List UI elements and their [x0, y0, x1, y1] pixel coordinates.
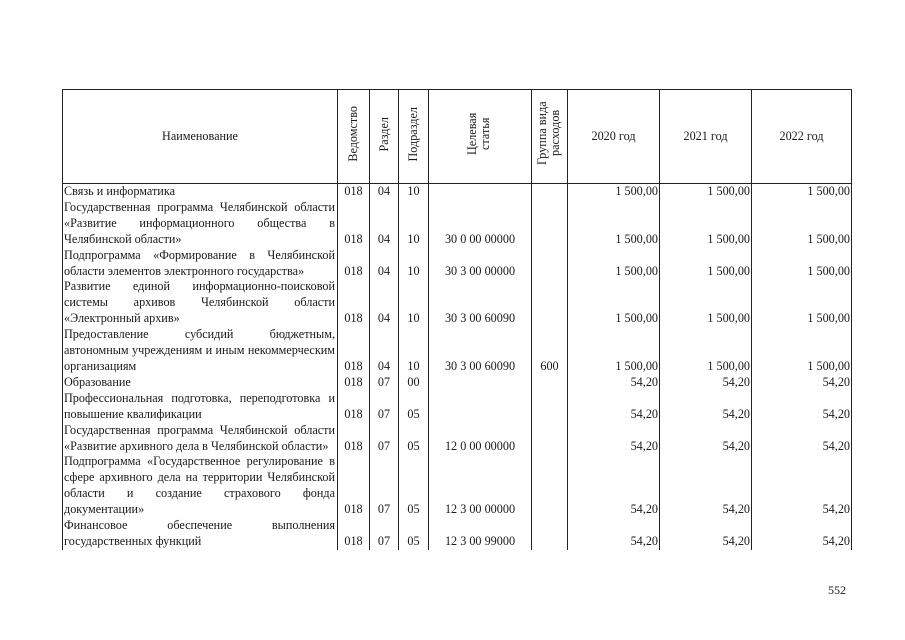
row-section: 07 — [370, 391, 399, 423]
row-expense-group — [532, 423, 568, 455]
row-target-article: 12 0 00 00000 — [429, 423, 532, 455]
row-subsection: 10 — [399, 327, 429, 375]
table-row — [63, 375, 852, 391]
row-value-2020: 1 500,00 — [568, 184, 660, 200]
row-subsection: 05 — [399, 518, 429, 550]
row-section: 07 — [370, 518, 399, 550]
row-target-article — [429, 375, 532, 391]
row-value-2021: 1 500,00 — [660, 279, 752, 327]
row-target-article: 30 3 00 00000 — [429, 248, 532, 280]
row-value-2021: 1 500,00 — [660, 184, 752, 200]
row-value-2020: 1 500,00 — [568, 200, 660, 248]
row-name: Государственная программа Челябинской области «Развитие архивного дела в Челябинской области» — [63, 423, 338, 455]
row-name: Финансовое обеспечение выполнения государственных функций — [63, 518, 338, 550]
table-row — [63, 518, 852, 550]
row-value-2022: 1 500,00 — [752, 200, 852, 248]
row-value-2022: 54,20 — [752, 454, 852, 518]
row-department: 018 — [338, 327, 370, 375]
row-section: 04 — [370, 327, 399, 375]
table-row — [63, 248, 852, 280]
row-section: 07 — [370, 454, 399, 518]
row-value-2022: 54,20 — [752, 423, 852, 455]
row-value-2022: 54,20 — [752, 518, 852, 550]
row-name: Подпрограмма «Формирование в Челябинской области элементов электронного государства» — [63, 248, 338, 280]
row-department: 018 — [338, 184, 370, 200]
row-department: 018 — [338, 375, 370, 391]
row-value-2021: 54,20 — [660, 423, 752, 455]
header-section: Раздел — [370, 90, 399, 184]
row-expense-group: 600 — [532, 327, 568, 375]
row-value-2021: 54,20 — [660, 454, 752, 518]
row-department: 018 — [338, 248, 370, 280]
row-department: 018 — [338, 518, 370, 550]
row-expense-group — [532, 184, 568, 200]
row-section: 04 — [370, 200, 399, 248]
row-expense-group — [532, 248, 568, 280]
row-value-2021: 54,20 — [660, 375, 752, 391]
row-department: 018 — [338, 200, 370, 248]
row-subsection: 10 — [399, 279, 429, 327]
row-subsection: 10 — [399, 184, 429, 200]
row-section: 04 — [370, 248, 399, 280]
header-department: Ведомство — [338, 90, 370, 184]
row-expense-group — [532, 454, 568, 518]
header-expense-group: Группа вида расходов — [532, 90, 568, 184]
row-value-2022: 1 500,00 — [752, 327, 852, 375]
table-row — [63, 327, 852, 375]
row-department: 018 — [338, 391, 370, 423]
table-row — [63, 454, 852, 518]
row-section: 07 — [370, 423, 399, 455]
row-subsection: 05 — [399, 454, 429, 518]
table-header-row — [63, 90, 852, 184]
header-2020: 2020 год — [568, 90, 660, 184]
row-target-article: 30 3 00 60090 — [429, 327, 532, 375]
table-row — [63, 279, 852, 327]
row-value-2021: 1 500,00 — [660, 200, 752, 248]
row-value-2020: 54,20 — [568, 375, 660, 391]
row-value-2022: 1 500,00 — [752, 248, 852, 280]
row-expense-group — [532, 375, 568, 391]
row-name: Профессиональная подготовка, переподготовка и повышение квалификации — [63, 391, 338, 423]
table-row — [63, 184, 852, 200]
row-name: Связь и информатика — [63, 184, 338, 200]
row-section: 04 — [370, 184, 399, 200]
row-section: 07 — [370, 375, 399, 391]
table-row — [63, 200, 852, 248]
budget-table — [62, 89, 852, 550]
row-value-2022: 1 500,00 — [752, 184, 852, 200]
page-number: 552 — [828, 583, 846, 597]
row-value-2021: 1 500,00 — [660, 327, 752, 375]
row-value-2022: 1 500,00 — [752, 279, 852, 327]
row-name: Государственная программа Челябинской области «Развитие информационного общества в Челябинской области» — [63, 200, 338, 248]
row-name: Предоставление субсидий бюджетным, автономным учреждениям и иным некоммерческим организациям — [63, 327, 338, 375]
row-department: 018 — [338, 423, 370, 455]
row-value-2020: 1 500,00 — [568, 327, 660, 375]
row-target-article — [429, 391, 532, 423]
row-value-2020: 1 500,00 — [568, 279, 660, 327]
row-expense-group — [532, 279, 568, 327]
row-target-article — [429, 184, 532, 200]
row-expense-group — [532, 518, 568, 550]
header-target-article: Целевая статья — [429, 90, 532, 184]
row-section: 04 — [370, 279, 399, 327]
row-subsection: 10 — [399, 200, 429, 248]
row-target-article: 30 3 00 60090 — [429, 279, 532, 327]
row-value-2020: 1 500,00 — [568, 248, 660, 280]
row-target-article: 30 0 00 00000 — [429, 200, 532, 248]
row-subsection: 10 — [399, 248, 429, 280]
row-department: 018 — [338, 454, 370, 518]
row-value-2022: 54,20 — [752, 375, 852, 391]
row-subsection: 00 — [399, 375, 429, 391]
row-target-article: 12 3 00 00000 — [429, 454, 532, 518]
row-name: Развитие единой информационно-поисковой системы архивов Челябинской области «Электронный архив» — [63, 279, 338, 327]
row-value-2022: 54,20 — [752, 391, 852, 423]
table-row — [63, 423, 852, 455]
header-2021: 2021 год — [660, 90, 752, 184]
row-name: Образование — [63, 375, 338, 391]
row-value-2020: 54,20 — [568, 423, 660, 455]
header-subsection: Подраздел — [399, 90, 429, 184]
row-subsection: 05 — [399, 391, 429, 423]
row-value-2021: 54,20 — [660, 518, 752, 550]
row-value-2021: 1 500,00 — [660, 248, 752, 280]
row-expense-group — [532, 200, 568, 248]
header-name: Наименование — [63, 90, 338, 184]
row-target-article: 12 3 00 99000 — [429, 518, 532, 550]
row-value-2020: 54,20 — [568, 454, 660, 518]
row-subsection: 05 — [399, 423, 429, 455]
budget-table-page — [62, 89, 851, 550]
row-expense-group — [532, 391, 568, 423]
row-value-2020: 54,20 — [568, 518, 660, 550]
row-name: Подпрограмма «Государственное регулирование в сфере архивного дела на территории Челябинской области и создание страхового фонда документации» — [63, 454, 338, 518]
row-value-2020: 54,20 — [568, 391, 660, 423]
row-value-2021: 54,20 — [660, 391, 752, 423]
header-2022: 2022 год — [752, 90, 852, 184]
row-department: 018 — [338, 279, 370, 327]
table-row — [63, 391, 852, 423]
